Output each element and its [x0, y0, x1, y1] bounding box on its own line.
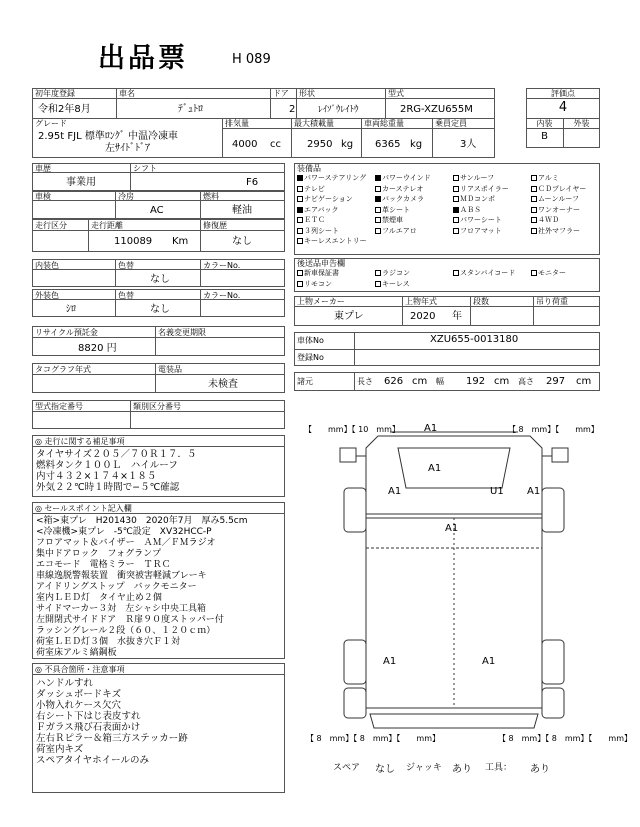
unchecked-box-icon — [453, 196, 459, 202]
equipment-item — [297, 195, 353, 204]
jack-label: ジャッキ — [406, 763, 442, 773]
unchecked-box-icon — [375, 281, 381, 287]
equipment-item-label: パワーステアリング — [304, 174, 367, 182]
rating-value: 4 — [558, 100, 568, 115]
equipment-item — [531, 206, 580, 215]
repair-history-value: なし — [232, 236, 252, 247]
equipment-item — [297, 269, 339, 278]
attached-label: 後送品申告欄 — [297, 259, 345, 268]
fuel-label: 燃料 — [203, 192, 219, 201]
exterior-recolor-value: なし — [150, 304, 170, 315]
unchecked-box-icon — [297, 228, 303, 234]
equipment-item-label: ナビゲーション — [304, 195, 353, 203]
equipment-item-label: ＣＤプレイヤー — [538, 184, 587, 193]
interior-color-label: 内装色 — [35, 261, 59, 270]
equipment-item — [375, 206, 410, 215]
capacity-label: 乗員定員 — [435, 119, 467, 128]
equipment-item-label: ワンオーナー — [538, 205, 580, 214]
equipment-item-label: テレビ — [304, 184, 325, 193]
supplement-text: タイヤサイズ２０５／７０Ｒ１７．５ 燃料タンク１００Ｌ ハイルーフ 内寸４３２×１７４×１８５ 外気２２℃時１時間で−５℃確認 — [36, 449, 197, 493]
name-change-label: 名義変更期限 — [158, 328, 206, 337]
unchecked-box-icon — [375, 228, 381, 234]
fuel-value: 軽油 — [232, 205, 252, 216]
body-year-unit: 年 — [452, 311, 462, 322]
interior-rating-label: 内装 — [536, 119, 553, 128]
spare-label: スペア — [333, 763, 361, 773]
mileage-type-label: 走行区分 — [35, 221, 67, 230]
car-name-value: ﾃﾞｭﾄﾛ — [178, 104, 203, 115]
tire-depth-bottom-right: 【 8 mm】【 8 mm】【 mm】 — [498, 734, 633, 743]
doors-value: 2 — [289, 104, 296, 115]
equipment-item — [375, 280, 410, 289]
equipment-item — [453, 206, 481, 215]
equipment-item — [297, 206, 338, 215]
equipment-item-label: モニター — [538, 269, 566, 277]
tire-depth-bottom-left: 【 8 mm】【 8 mm】【 mm】 — [306, 734, 441, 743]
shape-value: ﾚｲｿﾞｳﾚｲﾄｳ — [318, 105, 359, 115]
inspection-label: 車検 — [35, 192, 51, 201]
max-load-unit: kg — [341, 139, 354, 150]
equipment-item — [375, 227, 417, 236]
unchecked-box-icon — [531, 186, 537, 192]
interior-rating-value: B — [541, 131, 548, 142]
equipment-item — [375, 195, 424, 204]
equipment-item — [453, 269, 515, 278]
equipment-item-label: ＭＤコンポ — [460, 195, 495, 203]
displacement-label: 排気量 — [225, 119, 249, 128]
body-year-label: 上物年式 — [405, 297, 437, 306]
ac-value: AC — [150, 205, 164, 216]
displacement-unit: cc — [270, 139, 281, 150]
tire-depth-top-right: 【 8 mm】【 mm】 — [508, 425, 599, 434]
equipment-item-label: 禁煙車 — [382, 216, 403, 224]
car-name-label: 車名 — [119, 89, 135, 98]
exterior-colorno-label: カラーNo. — [203, 291, 241, 300]
ac-label: 冷房 — [118, 192, 134, 201]
dimensions-label: 諸元 — [297, 377, 313, 386]
rating-label: 評価点 — [551, 89, 575, 98]
unchecked-box-icon — [297, 270, 303, 276]
equipment-item — [453, 227, 502, 236]
equipment-item — [453, 195, 495, 204]
equipment-item-label: キーレスエントリー — [304, 237, 367, 245]
damage-mark: A1 — [527, 486, 541, 497]
exterior-rating-label: 外装 — [573, 119, 590, 128]
damage-mark: A1 — [482, 656, 496, 667]
equipment-item-label: ４ＷＤ — [538, 216, 559, 224]
equipment-item — [375, 216, 403, 225]
grade-label: グレード — [35, 119, 67, 128]
unchecked-box-icon — [531, 175, 537, 181]
document-title: 出品票 — [98, 43, 188, 74]
grade-value-2: 左ｻｲﾄﾞﾄﾞｱ — [105, 143, 150, 154]
equipment-label: 装備品 — [297, 164, 321, 173]
jack-value: あり — [452, 764, 472, 775]
defect-text: ハンドルすれ ダッシュボードキズ 小物入れケース欠穴 右シート下はじ表皮すれ Ｆガラス飛び石表面かけ 左右Ｒピラー＆箱三方ステッカー跡 荷室内キズ スペアタイヤホイールのみ — [36, 678, 188, 766]
unchecked-box-icon — [297, 281, 303, 287]
exterior-color-label: 外装色 — [35, 291, 59, 300]
class-number-label: 類別区分番号 — [133, 402, 181, 411]
checked-box-icon — [453, 207, 459, 213]
exterior-color-value: ｼﾛ — [66, 304, 76, 315]
equipment-item — [375, 174, 431, 183]
height-value: 297 — [546, 376, 566, 387]
repair-history-label: 修復歴 — [203, 221, 227, 230]
length-value: 626 — [384, 376, 404, 387]
equipment-item — [375, 269, 410, 278]
shape-label: 形状 — [299, 89, 315, 98]
vehicle-diagram — [330, 418, 578, 743]
interior-recolor-value: なし — [150, 274, 170, 285]
max-load-label: 最大積載量 — [294, 119, 334, 128]
equipment-item-label: フルエアロ — [382, 226, 417, 235]
equipment-item-label: ＥＴＣ — [304, 216, 325, 224]
unchecked-box-icon — [375, 270, 381, 276]
damage-mark: A1 — [388, 486, 402, 497]
equipment-item-label: 社外マフラー — [538, 226, 580, 235]
shift-value: F6 — [246, 177, 259, 188]
unchecked-box-icon — [297, 238, 303, 244]
equipment-item-label: リアスポイラー — [460, 184, 509, 193]
history-value: 事業用 — [66, 177, 96, 188]
mileage-label: 走行距離 — [91, 221, 123, 230]
damage-mark: A1 — [383, 656, 397, 667]
equipment-item — [453, 216, 502, 225]
interior-recolor-label: 色替 — [118, 261, 134, 270]
width-value: 192 — [466, 376, 486, 387]
unchecked-box-icon — [531, 196, 537, 202]
recycle-label: リサイクル預託金 — [35, 328, 98, 337]
height-unit: cm — [576, 376, 592, 387]
equipment-item — [297, 237, 367, 246]
checked-box-icon — [375, 196, 381, 202]
doors-label: ドア — [273, 89, 289, 98]
body-maker-label: 上物メーカー — [297, 297, 345, 306]
unchecked-box-icon — [297, 217, 303, 223]
type-number-label: 型式指定番号 — [35, 402, 83, 411]
equipment-item — [531, 269, 566, 278]
equipment-item-label: エアバック — [304, 205, 339, 214]
width-label: 幅 — [436, 377, 444, 386]
gross-weight-unit: kg — [410, 139, 423, 150]
equipment-item-label: 革シート — [382, 205, 410, 214]
spare-value: なし — [375, 764, 395, 775]
unchecked-box-icon — [453, 186, 459, 192]
recycle-value: 8820 円 — [78, 343, 117, 354]
interior-colorno-label: カラーNo. — [203, 261, 241, 270]
tachograph-label: タコグラフ年式 — [35, 365, 91, 374]
checked-box-icon — [297, 207, 303, 213]
unchecked-box-icon — [531, 228, 537, 234]
defect-label: ◎ 不具合箇所・注意事項 — [35, 665, 125, 674]
equipment-item-label: パワーウインド — [382, 174, 431, 182]
unchecked-box-icon — [375, 207, 381, 213]
equipment-item — [453, 185, 509, 194]
first-reg-value: 令和2年8月 — [38, 104, 91, 115]
capacity-value: 3人 — [460, 139, 477, 150]
checked-box-icon — [375, 175, 381, 181]
first-reg-label: 初年度登録 — [35, 89, 75, 98]
equipment-item-label: ラジコン — [382, 269, 410, 277]
equipment-item-label: バックカメラ — [382, 195, 424, 203]
history-label: 車歴 — [35, 164, 51, 173]
mileage-unit: Km — [172, 236, 189, 247]
equipment-item-label: サンルーフ — [460, 174, 495, 182]
unchecked-box-icon — [453, 228, 459, 234]
damage-mark: U1 — [490, 486, 504, 497]
equipment-item-label: ３列シート — [304, 226, 339, 235]
sales-point-label: ◎ セールスポイント記入欄 — [35, 504, 132, 513]
electrical-label: 電装品 — [158, 365, 182, 374]
tire-depth-top-left: 【 mm】【 10 mm】 — [304, 425, 400, 434]
unchecked-box-icon — [453, 270, 459, 276]
checked-box-icon — [297, 175, 303, 181]
chassis-label: 車体No — [297, 336, 324, 345]
width-unit: cm — [494, 376, 510, 387]
unchecked-box-icon — [531, 270, 537, 276]
gross-weight-label: 車両総重量 — [364, 119, 404, 128]
max-load-value: 2950 — [307, 139, 333, 150]
unchecked-box-icon — [453, 175, 459, 181]
stage-label: 段数 — [473, 297, 489, 306]
body-year-value: 2020 — [410, 311, 436, 322]
equipment-item-label: カーステレオ — [382, 184, 424, 193]
equipment-item — [297, 216, 325, 225]
equipment-item-label: 新車保証書 — [304, 269, 339, 277]
grade-value-1: 2.95t FJL 標準ﾛﾝｸﾞ 中温冷凍車 — [38, 131, 178, 142]
equipment-item-label: リモコン — [304, 280, 332, 288]
unchecked-box-icon — [375, 217, 381, 223]
model-label: 型式 — [388, 89, 404, 98]
sales-point-text: <箱>東プレ H201430 2020年7月 厚み5.5cm <冷凍機>東プレ -5℃設定 XV32HCC-P フロアマット＆バイザー ＡＭ／ＦＭラジオ 集中ドアロック フォグランプ エコモード 電格ミラー ＴＲＣ 車線逸脱警報装置 衝突被害軽減ブレーキ アイドリングストップ バックモニター 室内ＬＥＤ灯 タイヤ止め２個 サイドマーカー３対 左シャシ中央工具箱 左開閉式サイドドア Ｒ扉９０度ストッパー付 ラッシングレール２段（６０、１２０ｃｍ） 荷室ＬＥＤ灯３個 水抜き穴Ｆ１対 荷室床アルミ縞鋼板 — [36, 516, 248, 658]
mileage-value: 110089 — [114, 236, 153, 247]
unchecked-box-icon — [531, 207, 537, 213]
equipment-item-label: スタンバイコード — [460, 269, 516, 277]
equipment-item — [453, 174, 494, 183]
supplement-label: ◎ 走行に関する補足事項 — [35, 437, 125, 446]
damage-mark: A1 — [428, 463, 442, 474]
equipment-item — [297, 174, 366, 183]
reg-number-label: 登録No — [297, 353, 324, 362]
body-maker-value: 東プレ — [334, 311, 364, 322]
unchecked-box-icon — [531, 217, 537, 223]
height-label: 高さ — [518, 377, 534, 386]
damage-mark: A1 — [445, 523, 459, 534]
equipment-item — [375, 185, 423, 194]
hoist-load-label: 吊り荷重 — [536, 297, 568, 306]
equipment-item — [297, 280, 332, 289]
model-value: 2RG-XZU655M — [400, 104, 473, 115]
lot-number: H 089 — [232, 52, 271, 67]
equipment-item — [531, 185, 586, 194]
equipment-item-label: アルミ — [538, 174, 559, 182]
length-unit: cm — [412, 376, 428, 387]
tool-label: 工具： — [485, 763, 513, 773]
chassis-value: XZU655-0013180 — [430, 334, 519, 345]
equipment-item — [531, 195, 579, 204]
displacement-value: 4000 — [232, 139, 258, 150]
tool-value: あり — [530, 764, 550, 775]
unchecked-box-icon — [453, 217, 459, 223]
equipment-item-label: パワーシート — [460, 216, 502, 224]
equipment-item — [297, 227, 339, 236]
equipment-item-label: フロアマット — [460, 226, 502, 235]
equipment-item — [531, 216, 559, 225]
gross-weight-value: 6365 — [375, 139, 401, 150]
unchecked-box-icon — [297, 196, 303, 202]
equipment-item-label: ＡＢＳ — [460, 205, 481, 214]
unchecked-box-icon — [297, 186, 303, 192]
shift-label: シフト — [133, 164, 157, 173]
equipment-item — [297, 185, 325, 194]
equipment-item — [531, 227, 580, 236]
electrical-value: 未検査 — [208, 379, 238, 390]
exterior-recolor-label: 色替 — [118, 291, 134, 300]
length-label: 長さ — [357, 377, 373, 386]
unchecked-box-icon — [375, 186, 381, 192]
equipment-item-label: キーレス — [382, 280, 410, 288]
equipment-item — [531, 174, 559, 183]
damage-mark: A1 — [424, 423, 438, 434]
equipment-item-label: ムーンルーフ — [538, 195, 579, 203]
